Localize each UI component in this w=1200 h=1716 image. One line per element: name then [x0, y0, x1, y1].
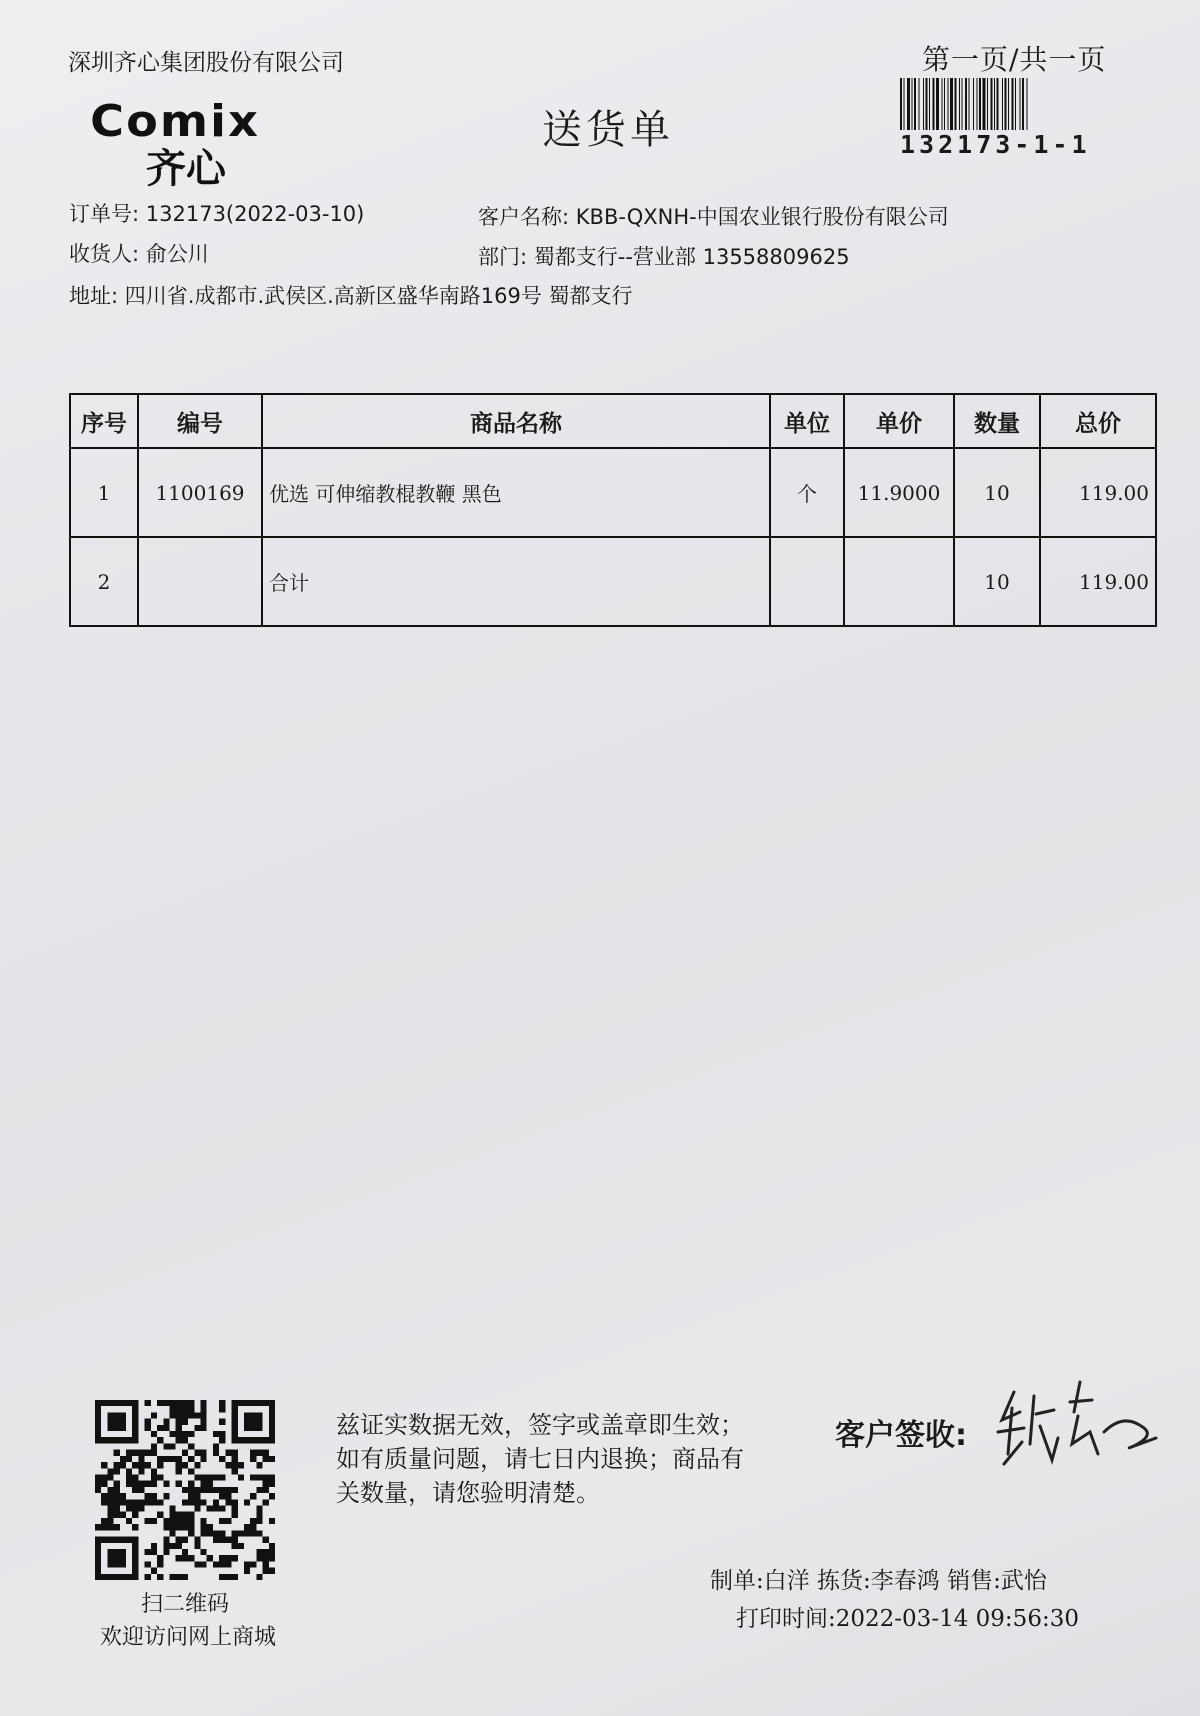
department-value: 蜀都支行--营业部 13558809625 — [533, 245, 850, 269]
col-header-quantity: 数量 — [954, 394, 1040, 448]
table-header-row — [70, 394, 1156, 448]
col-header-unit: 单位 — [770, 394, 844, 448]
col-header-index: 序号 — [70, 394, 138, 448]
receiver-label: 收货人: — [69, 242, 140, 266]
barcode-number: 132173-1-1 — [900, 130, 1091, 159]
cell-quantity: 10 — [954, 537, 1040, 626]
cell-unit-price: 11.9000 — [844, 448, 954, 537]
cell-quantity: 10 — [954, 448, 1040, 537]
col-header-code: 编号 — [138, 394, 262, 448]
handwritten-signature — [994, 1372, 1164, 1482]
svg-text:齐心: 齐心 — [146, 146, 226, 188]
svg-text:Comix: Comix — [90, 96, 261, 147]
cell-index: 2 — [70, 537, 138, 626]
staff-info: 制单:白洋 拣货:李春鸿 销售:武怡 — [710, 1568, 1047, 1594]
company-name: 深圳齐心集团股份有限公司 — [68, 50, 344, 76]
print-time: 打印时间:2022-03-14 09:56:30 — [736, 1606, 1079, 1632]
customer-name — [478, 201, 949, 231]
table-row — [70, 448, 1156, 537]
address-value: 四川省.成都市.武侯区.高新区盛华南路169号 蜀都支行 — [124, 284, 633, 308]
cell-unit — [770, 537, 844, 626]
qr-caption-visit: 欢迎访问网上商城 — [99, 1625, 276, 1650]
order-number — [69, 198, 364, 228]
col-header-total: 总价 — [1040, 394, 1156, 448]
customer-name-value: KBB-QXNH-中国农业银行股份有限公司 — [575, 205, 949, 229]
qr-code — [95, 1400, 275, 1580]
col-header-product-name: 商品名称 — [262, 394, 770, 448]
qr-caption-scan: 扫二维码 — [140, 1592, 229, 1617]
page-info: 第一页/共一页 — [922, 43, 1107, 76]
customer-sign-label: 客户签收: — [835, 1418, 967, 1453]
receiver — [69, 238, 209, 268]
cell-product-name: 合计 — [262, 537, 770, 626]
table-row-summary — [70, 537, 1156, 626]
address — [69, 280, 633, 310]
order-number-value: 132173(2022-03-10) — [145, 202, 365, 226]
address-label: 地址: — [69, 284, 119, 308]
cell-unit: 个 — [770, 448, 844, 537]
comix-logo — [88, 96, 318, 188]
cell-code — [138, 537, 262, 626]
cell-index: 1 — [70, 448, 138, 537]
cell-product-name: 优选 可伸缩教棍教鞭 黑色 — [262, 448, 770, 537]
order-number-label: 订单号: — [69, 202, 140, 226]
cell-unit-price — [844, 537, 954, 626]
receiver-value: 俞公川 — [145, 242, 209, 266]
cell-code: 1100169 — [138, 448, 262, 537]
department — [478, 241, 850, 271]
cell-total: 119.00 — [1040, 448, 1156, 537]
barcode — [898, 78, 1116, 130]
document-title: 送货单 — [542, 107, 674, 153]
cell-total: 119.00 — [1040, 537, 1156, 626]
col-header-unit-price: 单价 — [844, 394, 954, 448]
department-label: 部门: — [478, 245, 528, 269]
notice-text: 兹证实数据无效，签字或盖章即生效；如有质量问题，请七日内退换；商品有关数量，请您验明清楚。 — [336, 1411, 744, 1507]
customer-name-label: 客户名称: — [478, 205, 570, 229]
goods-table — [69, 393, 1157, 627]
